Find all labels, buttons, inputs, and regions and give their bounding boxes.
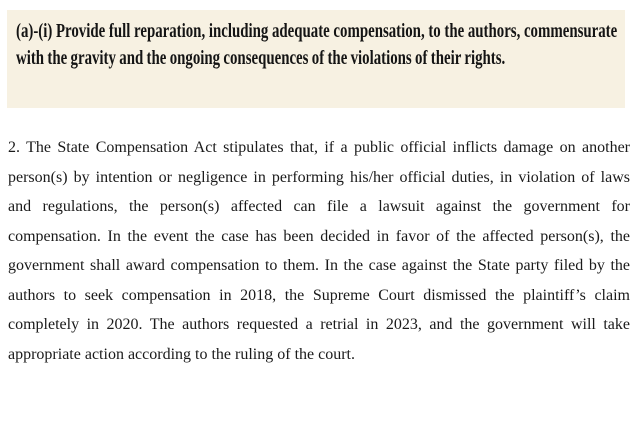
recommendation-text: (a)-(i) Provide full reparation, including adequate compensation, to the authors, commensurate with the gravity and the ongoing consequences of the violations of their rights. xyxy=(16,21,618,69)
recommendation-quote-box xyxy=(7,10,625,108)
state-party-response-paragraph: 2. The State Compensation Act stipulates that, if a public official inflicts damage on another person(s) by intention or negligence in performing his/her official duties, in violation of laws and regulations, the person(s) affected can file a lawsuit against the government for compensation. In the event the case has been decided in favor of the affected person(s), the government shall award compensation to them. In the case against the State party filed by the authors to seek compensation in 2018, the Supreme Court dismissed the plaintiff’s claim completely in 2020. The authors requested a retrial in 2023, and the government will take appropriate action according to the ruling of the court. xyxy=(8,139,630,363)
